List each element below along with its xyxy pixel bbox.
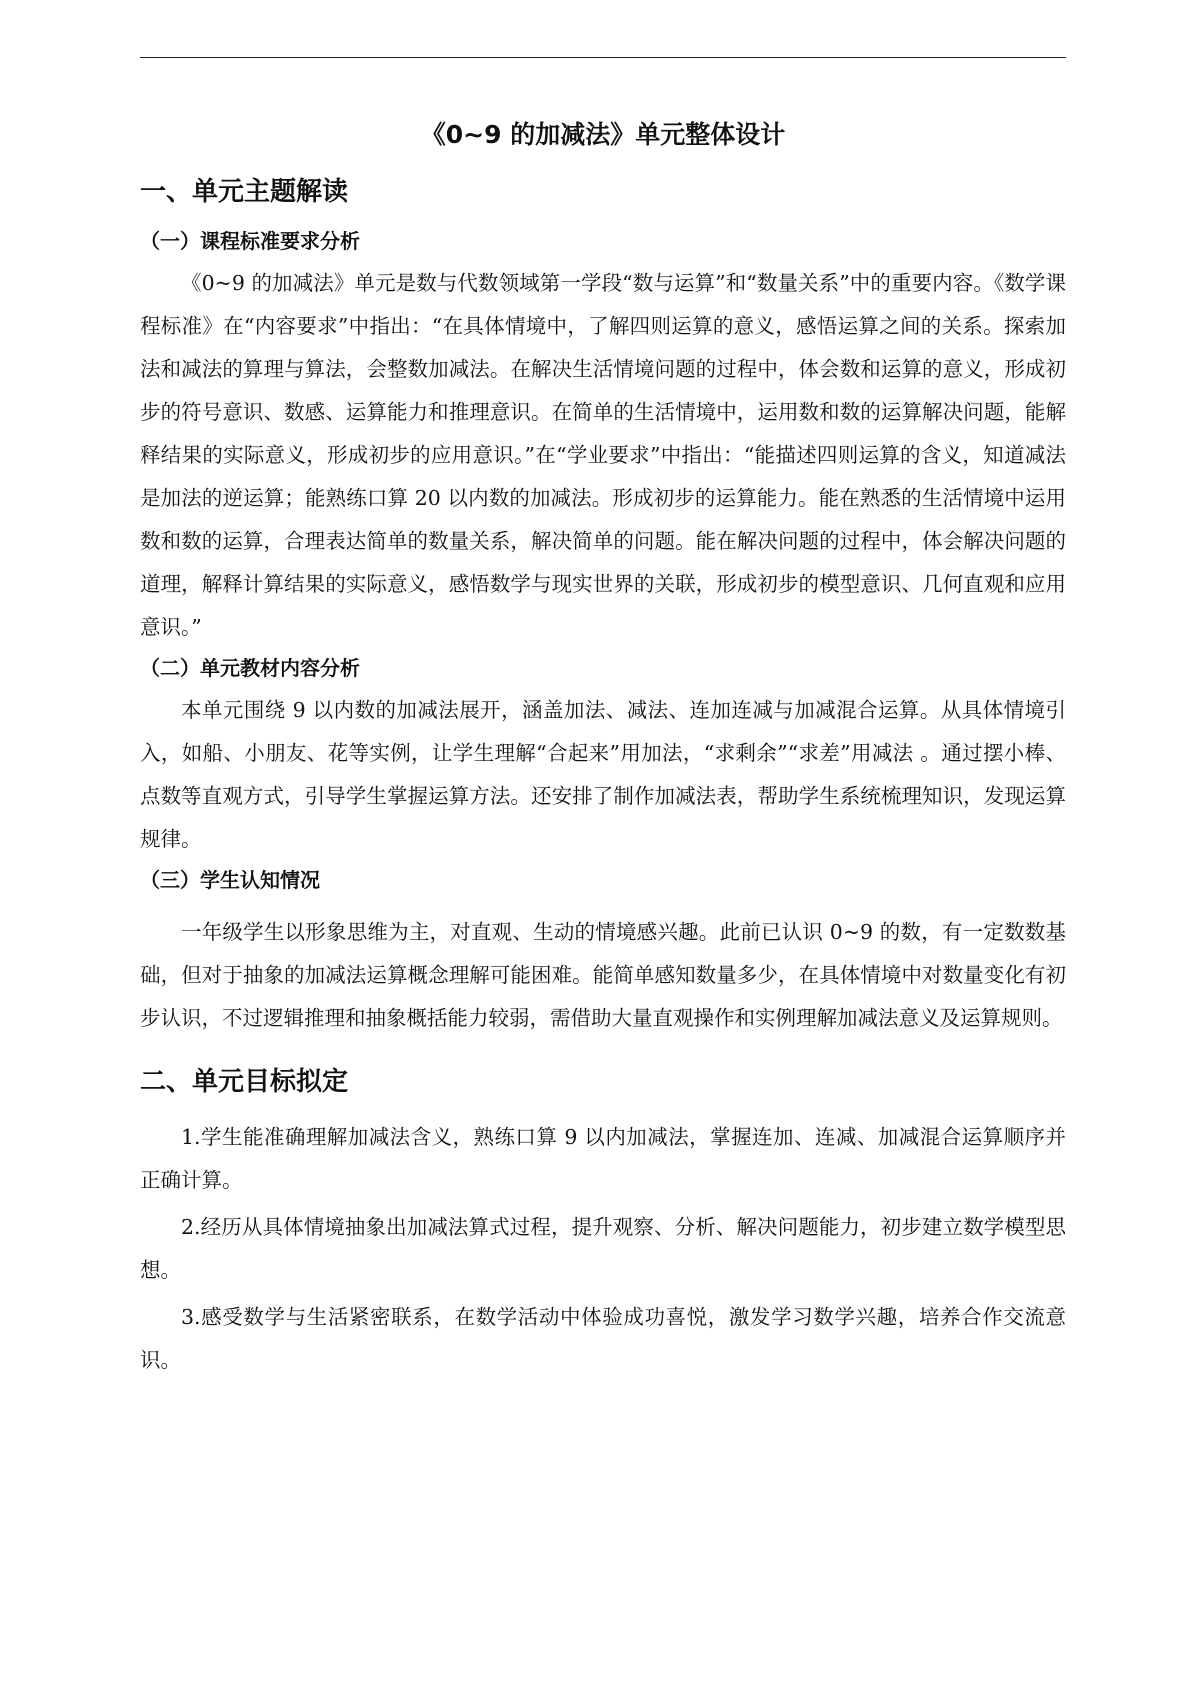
header-rule [140, 57, 1066, 58]
paragraph-textbook: 本单元围绕 9 以内数的加减法展开，涵盖加法、减法、连加连减与加减混合运算。从具体情境引入，如船、小朋友、花等实例，让学生理解“合起来”用加法，“求剩余”“求差”用减法 。通过摆小棒、点数等直观方式，引导学生掌握运算方法。还安排了制作加减法表，帮助学生系统梳理知识，发现运算规律。 [140, 698, 1066, 851]
spacer [140, 901, 1066, 911]
spacer [140, 1044, 1066, 1064]
goal-item-1: 1.学生能准确理解加减法含义，熟练口算 9 以内加减法，掌握连加、连减、加减混合运算顺序并正确计算。 [140, 1125, 1066, 1192]
subsection-heading-curriculum: （一）课程标准要求分析 [140, 229, 360, 253]
paragraph-curriculum: 《0~9 的加减法》单元是数与代数领域第一学段“数与运算”和“数量关系”中的重要内容。《数学课程标准》在“内容要求”中指出：“在具体情境中，了解四则运算的意义，感悟运算之间的关系。探索加法和减法的算理与算法，会整数加减法。在解决生活情境问题的过程中，体会数和运算的意义，形成初步的符号意识、数感、运算能力和推理意识。在简单的生活情境中，运用数和数的运算解决问题，能解释结果的实际意义，形成初步的应用意识。”在“学业要求”中指出：“能描述四则运算的含义，知道减法是加法的逆运算；能熟练口算 20 以内数的加减法。形成初步的运算能力。能在熟悉的生活情境中运用数和数的运算，合理表达简单的数量关系，解决简单的问题。能在解决问题的过程中，体会解决问题的道理，解释计算结果的实际意义，感悟数学与现实世界的关联，形成初步的模型意识、几何直观和应用意识。” [140, 271, 1066, 639]
section-heading-theme: 一、单元主题解读 [140, 177, 349, 207]
goal-item-3: 3.感受数学与生活紧密联系，在数学活动中体验成功喜悦，激发学习数学兴趣，培养合作交流意识。 [140, 1305, 1066, 1372]
subsection-heading-textbook: （二）单元教材内容分析 [140, 656, 360, 680]
section-heading-goals: 二、单元目标拟定 [140, 1067, 349, 1097]
goal-item-2: 2.经历从具体情境抽象出加减法算式过程，提升观察、分析、解决问题能力，初步建立数学模型思想。 [140, 1215, 1066, 1282]
document-title: 《0~9 的加减法》单元整体设计 [420, 120, 786, 149]
document-body [140, 118, 1066, 1386]
paragraph-cognition: 一年级学生以形象思维为主，对直观、生动的情境感兴趣。此前已认识 0~9 的数，有一定数数基础，但对于抽象的加减法运算概念理解可能困难。能简单感知数量多少，在具体情境中对数量变化有初步认识，不过逻辑推理和抽象概括能力较弱，需借助大量直观操作和实例理解加减法意义及运算规则。 [140, 920, 1066, 1030]
subsection-heading-cognition: （三）学生认知情况 [140, 868, 320, 892]
